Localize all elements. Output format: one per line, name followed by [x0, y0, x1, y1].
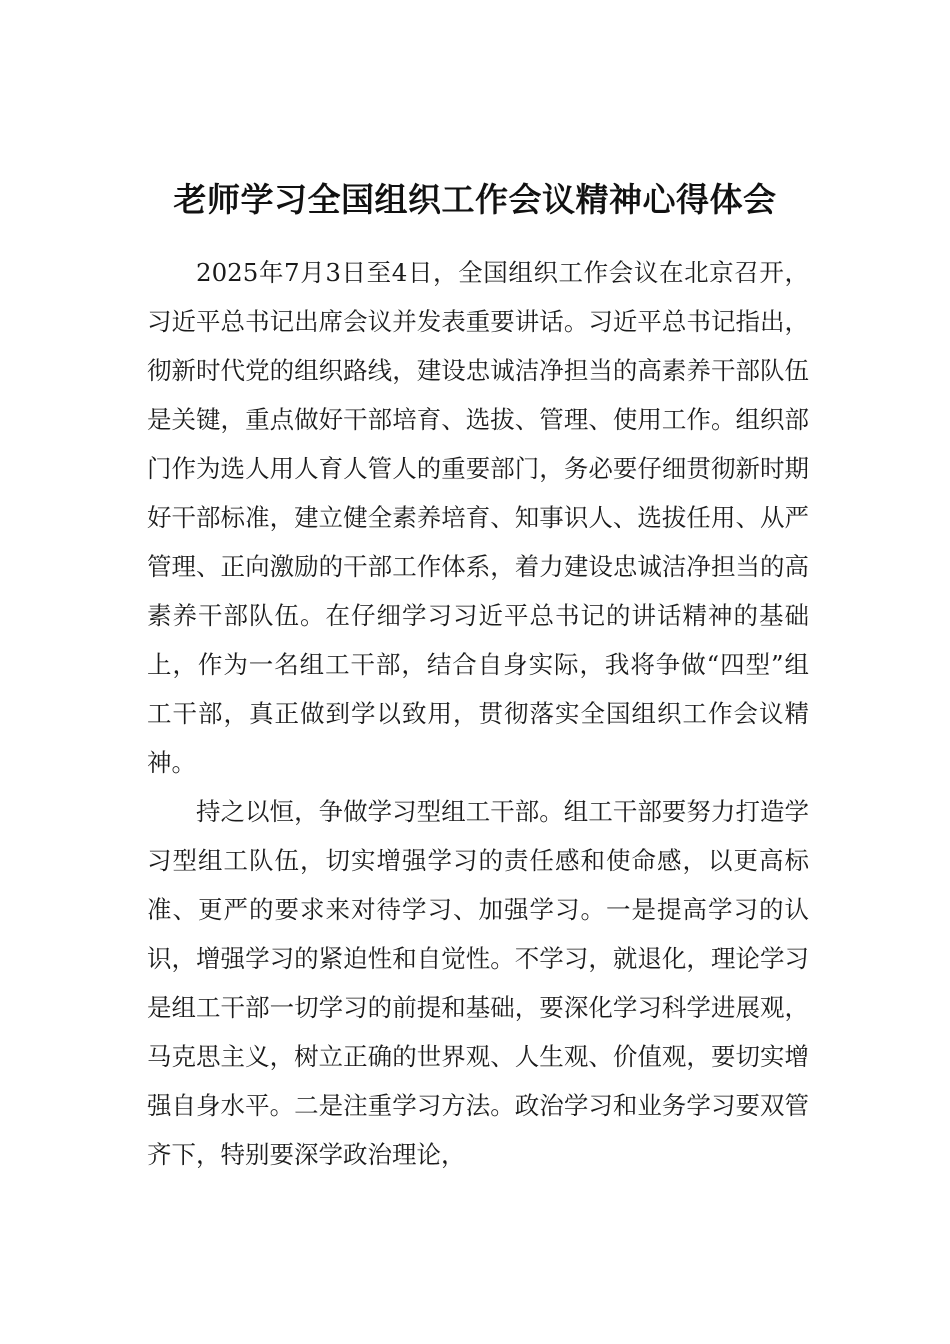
paragraph-2: 持之以恒，争做学习型组工干部。组工干部要努力打造学习型组工队伍，切实增强学习的责任感和使命感，以更高标准、更严的要求来对待学习、加强学习。一是提高学习的认识，增强学习的紧迫性和自觉性。不学习，就退化，理论学习是组工干部一切学习的前提和基础，要深化学习科学进展观，马克思主义，树立正确的世界观、人生观、价值观，要切实增强自身水平。二是注重学习方法。政治学习和业务学习要双管齐下，特别要深学政治理论，: [147, 797, 809, 1169]
document-title: 老师学习全国组织工作会议精神心得体会: [173, 180, 777, 219]
document-body: [147, 248, 809, 1179]
paragraph-1: 2025年7月3日至4日，全国组织工作会议在北京召开，习近平总书记出席会议并发表重要讲话。习近平总书记指出，彻新时代党的组织路线，建设忠诚洁净担当的高素养干部队伍是关键，重点做好干部培育、选拔、管理、使用工作。组织部门作为选人用人育人管人的重要部门，务必要仔细贯彻新时期好干部标准，建立健全素养培育、知事识人、选拔任用、从严管理、正向激励的干部工作体系，着力建设忠诚洁净担当的高素养干部队伍。在仔细学习习近平总书记的讲话精神的基础上，作为一名组工干部，结合自身实际，我将争做“四型”组工干部，真正做到学以致用，贯彻落实全国组织工作会议精神。: [147, 258, 809, 777]
